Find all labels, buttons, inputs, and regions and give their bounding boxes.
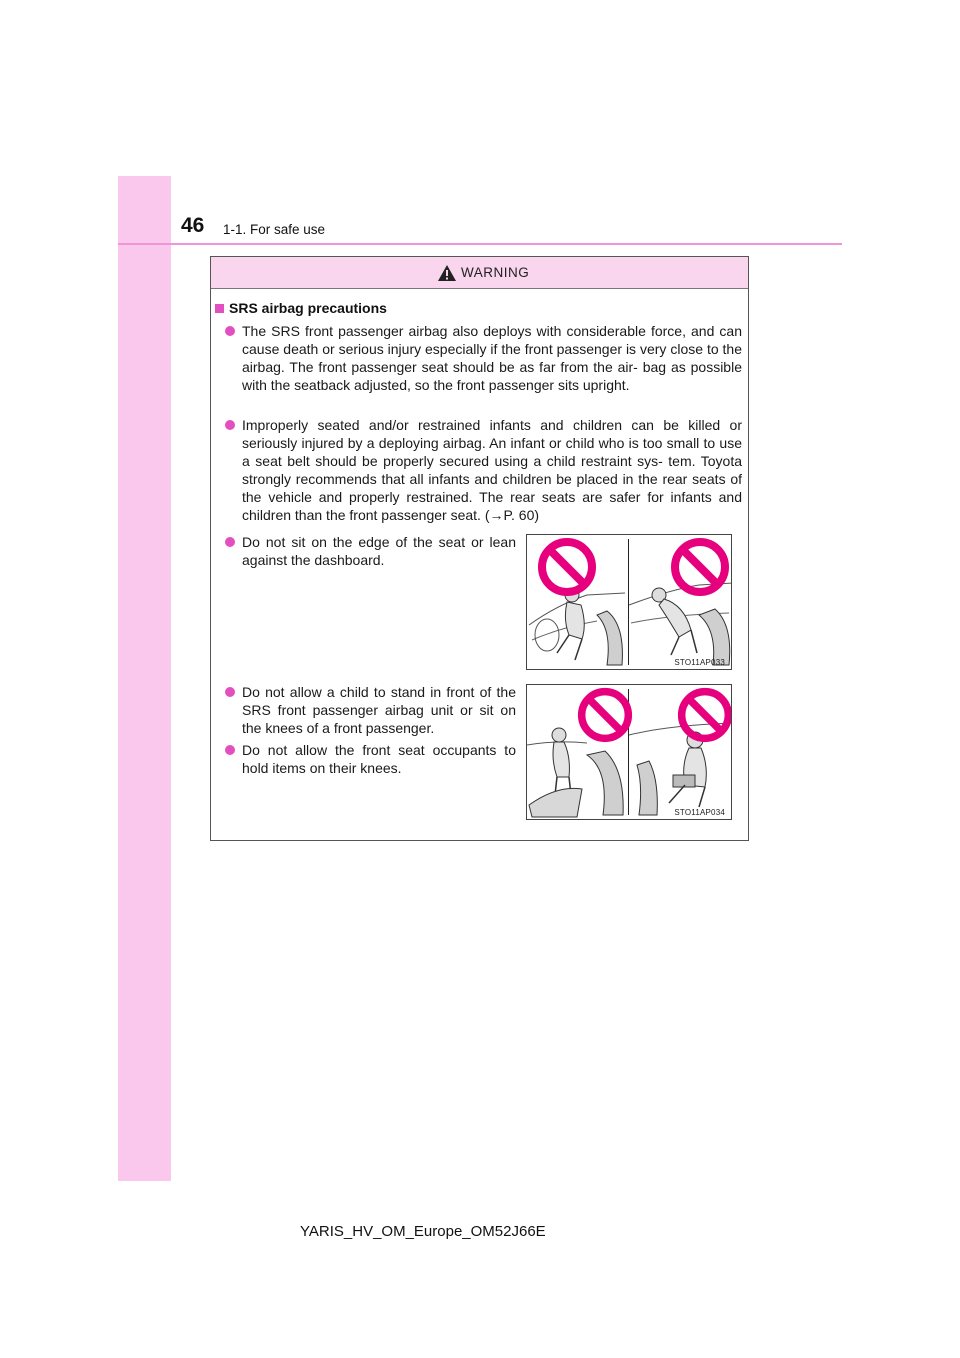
prohibition-icon — [577, 687, 633, 743]
document-id-footer: YARIS_HV_OM_Europe_OM52J66E — [300, 1223, 546, 1240]
illustration-seat-edge — [526, 534, 732, 670]
bullet-dot-icon — [225, 326, 235, 336]
header-divider — [118, 243, 842, 245]
bullet-text: Do not allow a child to stand in front of the SRS front passenger airbag unit or sit on the knees of a front passenger. — [242, 684, 516, 736]
bullet-item — [242, 416, 742, 524]
bullet-dot-icon — [225, 745, 235, 755]
illustration-caption: STO11AP034 — [674, 808, 725, 817]
prohibition-icon — [537, 537, 597, 597]
warning-title: WARNING — [461, 265, 530, 280]
bullet-text: Do not allow the front seat occupants to hold items on their knees. — [242, 742, 516, 776]
illustration-child-passenger — [526, 684, 732, 820]
bullet-text: Do not sit on the edge of the seat or lean against the dashboard. — [242, 534, 516, 568]
bullet-item — [242, 741, 516, 777]
subsection-heading — [215, 300, 387, 316]
bullet-text: Improperly seated and/or restrained infants and children can be killed or seriously injured by a deploying airbag. An infant or child who is too small to use a seat belt should be properly secured using a child restraint sys- tem. Toyota strongly recommends that all infants and children be placed in the rear seats of the vehicle and properly restrained. The rear seats are safer for infants and children than the front passenger seat. (→P. 60) — [242, 417, 742, 523]
section-title: 1-1. For safe use — [223, 222, 326, 237]
warning-header — [211, 257, 748, 289]
bullet-dot-icon — [225, 687, 235, 697]
bullet-text: The SRS front passenger airbag also deploys with considerable force, and can cause death or serious injury especially if the front passenger is very close to the airbag. The front passenger seat should be as far from the air- bag as possible with the seatback adjusted, so the front passenger sits upright. — [242, 323, 742, 393]
square-bullet-icon — [215, 304, 224, 313]
subsection-heading-text: SRS airbag precautions — [229, 300, 387, 316]
prohibition-icon — [670, 537, 730, 597]
bullet-item — [242, 533, 516, 569]
bullet-item — [242, 322, 742, 394]
chapter-sidebar-tab — [118, 176, 171, 1181]
illustration-caption: STO11AP033 — [674, 658, 725, 667]
bullet-item — [242, 683, 516, 737]
bullet-dot-icon — [225, 420, 235, 430]
prohibition-icon — [677, 687, 732, 743]
page-number: 46 — [181, 214, 205, 237]
bullet-dot-icon — [225, 537, 235, 547]
warning-triangle-icon — [437, 264, 457, 282]
illustration-divider — [628, 539, 629, 665]
